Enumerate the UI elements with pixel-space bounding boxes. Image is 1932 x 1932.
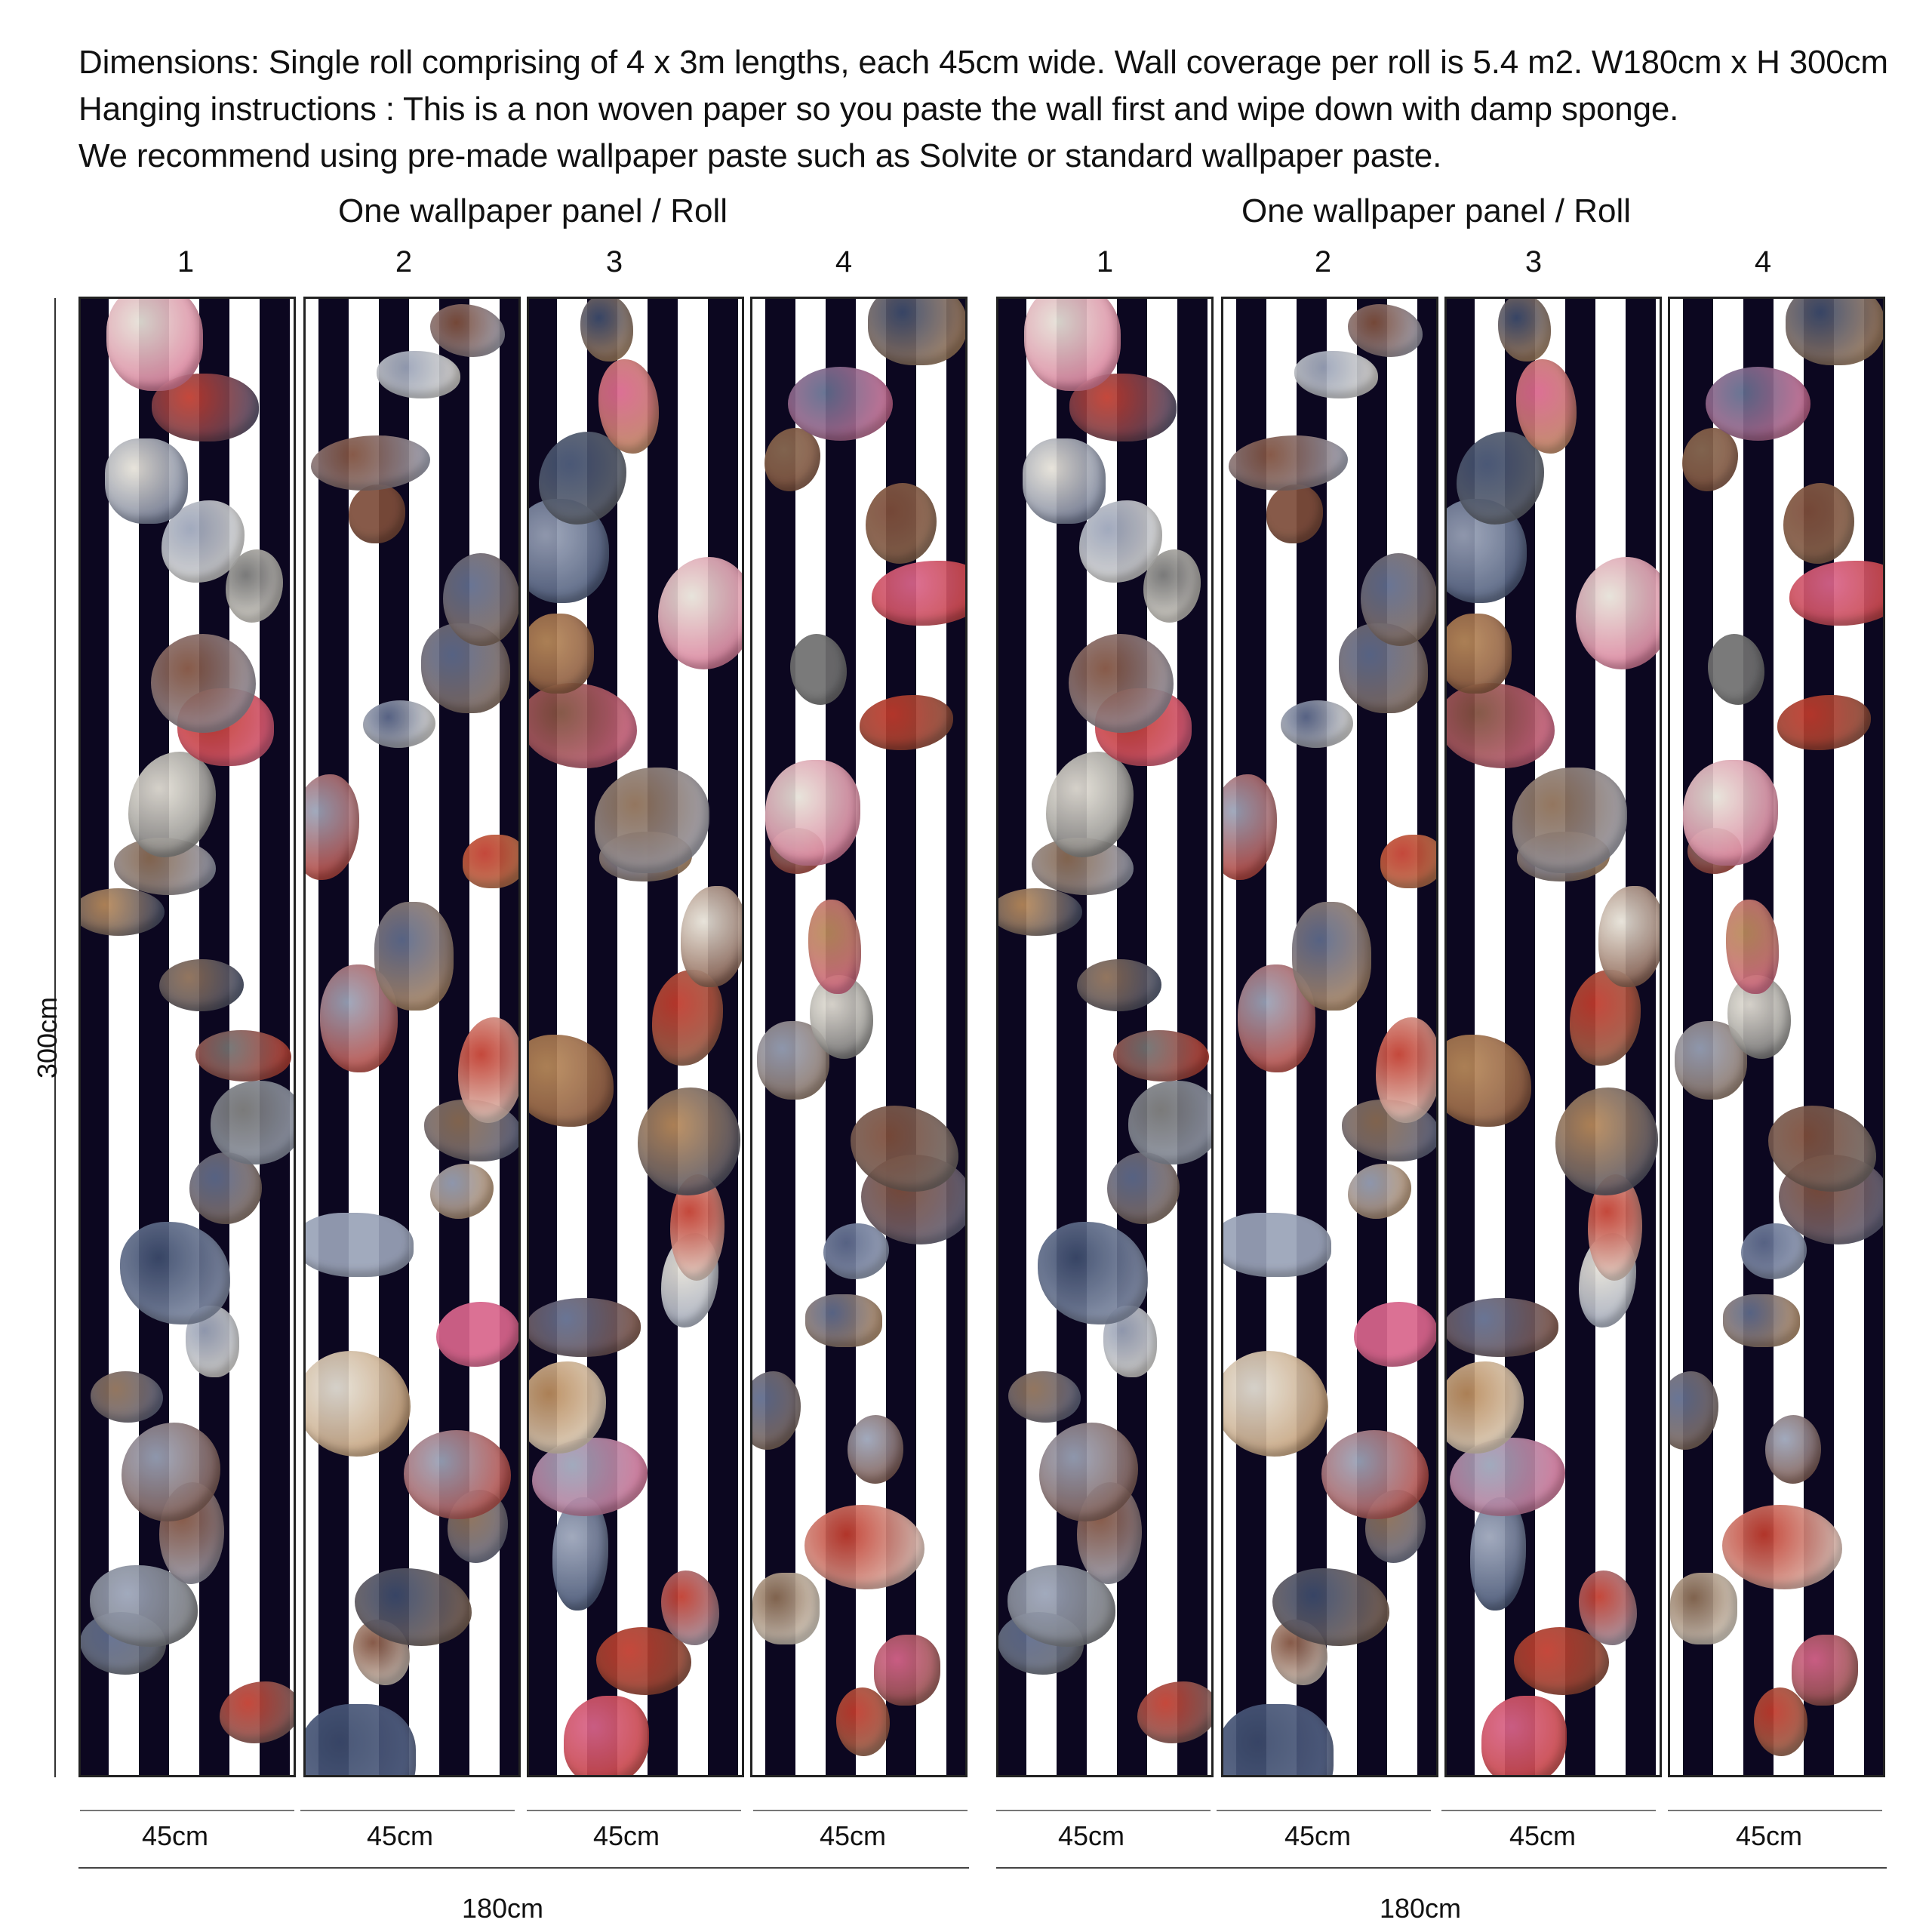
- wallpaper-panel: [750, 297, 968, 1777]
- animal-illustration: [1726, 900, 1779, 994]
- wallpaper-panel: [527, 297, 744, 1777]
- animal-illustration: [303, 1213, 414, 1277]
- panel-width-label: 45cm: [1057, 1820, 1125, 1851]
- panel-width-line: [996, 1810, 1211, 1811]
- animal-illustration: [1683, 760, 1778, 866]
- wallpaper-panel: [996, 297, 1214, 1777]
- animal-illustration: [1221, 1213, 1331, 1277]
- animal-illustration: [804, 1505, 924, 1589]
- animal-illustration: [1708, 634, 1764, 705]
- animal-illustration: [658, 557, 744, 669]
- animal-illustration: [1376, 1017, 1438, 1123]
- animal-illustration: [1783, 483, 1854, 564]
- animal-illustration: [128, 752, 216, 857]
- animal-illustration: [1023, 438, 1106, 524]
- panel-number: 4: [835, 245, 853, 278]
- panel-width-label: 45cm: [819, 1820, 887, 1851]
- animal-illustration: [1481, 1696, 1567, 1777]
- animal-illustration: [463, 835, 521, 888]
- animal-illustration: [1128, 1081, 1214, 1164]
- total-width-line: [996, 1867, 1887, 1869]
- animal-illustration: [527, 614, 594, 694]
- animal-illustration: [1512, 768, 1627, 873]
- panel-number: 4: [1754, 245, 1772, 278]
- animal-illustration: [1754, 1687, 1807, 1756]
- animal-illustration: [1706, 367, 1810, 441]
- animal-illustration: [1670, 1573, 1737, 1644]
- panel-width-label: 45cm: [1284, 1820, 1352, 1851]
- panel-number: 2: [395, 245, 413, 278]
- animal-illustration: [580, 297, 633, 361]
- animal-illustration: [303, 1704, 416, 1777]
- animal-illustration: [1348, 304, 1423, 357]
- panel-width-label: 45cm: [1735, 1820, 1803, 1851]
- animal-illustration: [1354, 1302, 1438, 1367]
- animal-illustration: [106, 297, 203, 391]
- height-label: 300cm: [32, 996, 63, 1079]
- total-width-label: 180cm: [1379, 1893, 1462, 1924]
- animal-illustration: [91, 1371, 163, 1423]
- animal-illustration: [868, 297, 967, 365]
- wallpaper-panel: [1221, 297, 1438, 1777]
- animal-illustration: [195, 1030, 291, 1081]
- paste-recommendation-line: We recommend using pre-made wallpaper paste such as Solvite or standard wallpaper paste.: [78, 137, 1442, 174]
- wallpaper-panel: [303, 297, 521, 1777]
- animal-illustration: [823, 1223, 889, 1279]
- panel-width-label: 45cm: [1509, 1820, 1577, 1851]
- panel-width-line: [1217, 1810, 1431, 1811]
- animal-illustration: [1229, 435, 1348, 491]
- animal-illustration: [1498, 297, 1551, 361]
- animal-illustration: [527, 683, 637, 768]
- panel-number: 3: [1524, 245, 1543, 278]
- panel-width-line: [527, 1810, 741, 1811]
- animal-illustration: [1221, 774, 1277, 880]
- animal-illustration: [220, 1681, 296, 1743]
- animal-illustration: [159, 959, 244, 1011]
- animal-illustration: [1294, 351, 1378, 398]
- animal-illustration: [151, 634, 256, 733]
- animal-illustration: [1777, 695, 1871, 750]
- panel-number: 1: [1096, 245, 1114, 278]
- animal-illustration: [211, 1081, 296, 1164]
- panel-number: 1: [177, 245, 195, 278]
- panel-width-line: [1668, 1810, 1882, 1811]
- animal-illustration: [874, 1635, 940, 1706]
- total-width-line: [78, 1867, 969, 1869]
- animal-illustration: [430, 1164, 494, 1219]
- animal-illustration: [458, 1017, 521, 1123]
- animal-illustration: [527, 1035, 614, 1127]
- panel-width-line: [80, 1810, 294, 1811]
- animal-illustration: [303, 1351, 411, 1457]
- animal-illustration: [790, 634, 847, 705]
- instructions-text: [78, 39, 1905, 180]
- animal-illustration: [374, 902, 454, 1011]
- animal-illustration: [443, 553, 520, 646]
- wallpaper-panel: [78, 297, 296, 1777]
- animal-illustration: [1024, 297, 1121, 391]
- animal-illustration: [1038, 1222, 1148, 1324]
- animal-illustration: [1444, 614, 1512, 694]
- animal-illustration: [848, 1415, 903, 1484]
- animal-illustration: [1221, 1351, 1328, 1457]
- animal-illustration: [363, 700, 435, 748]
- animal-illustration: [1069, 634, 1174, 733]
- panel-width-label: 45cm: [366, 1820, 434, 1851]
- animal-illustration: [752, 1573, 820, 1644]
- animal-illustration: [1266, 485, 1323, 543]
- animal-illustration: [349, 485, 405, 543]
- panel-width-label: 45cm: [592, 1820, 660, 1851]
- panel-width-line: [1441, 1810, 1656, 1811]
- animal-illustration: [1046, 752, 1134, 857]
- panel-width-line: [300, 1810, 515, 1811]
- animal-illustration: [1723, 1294, 1800, 1347]
- animal-illustration: [750, 1371, 801, 1450]
- animal-illustration: [120, 1222, 230, 1324]
- animal-illustration: [1380, 835, 1438, 888]
- hanging-instructions-line: Hanging instructions : This is a non woven paper so you paste the wall first and wipe down with damp sponge.: [78, 91, 1679, 128]
- animal-illustration: [764, 428, 820, 491]
- animal-illustration: [1444, 683, 1555, 768]
- animal-illustration: [430, 304, 505, 357]
- panel-width-line: [753, 1810, 968, 1811]
- animal-illustration: [1113, 1030, 1209, 1081]
- panel-number: 2: [1314, 245, 1332, 278]
- animal-illustration: [788, 367, 893, 441]
- animal-illustration: [404, 1430, 511, 1519]
- animal-illustration: [595, 768, 709, 873]
- animal-illustration: [1682, 428, 1738, 491]
- animal-illustration: [1008, 1371, 1081, 1423]
- animal-illustration: [1789, 561, 1885, 626]
- animal-illustration: [1361, 553, 1438, 646]
- animal-illustration: [1221, 1704, 1334, 1777]
- animal-illustration: [1444, 1035, 1531, 1127]
- animal-illustration: [860, 695, 953, 750]
- animal-illustration: [539, 432, 626, 525]
- animal-illustration: [1598, 886, 1662, 987]
- animal-illustration: [805, 1294, 882, 1347]
- animal-illustration: [1077, 959, 1161, 1011]
- animal-illustration: [1137, 1681, 1214, 1743]
- animal-illustration: [311, 435, 430, 491]
- animal-illustration: [1765, 1415, 1821, 1484]
- animal-illustration: [996, 888, 1082, 936]
- animal-illustration: [872, 561, 968, 626]
- animal-illustration: [836, 1687, 890, 1756]
- animal-illustration: [1321, 1430, 1429, 1519]
- animal-illustration: [681, 886, 744, 987]
- animal-illustration: [78, 888, 165, 936]
- animal-illustration: [564, 1696, 649, 1777]
- panel-width-label: 45cm: [141, 1820, 209, 1851]
- animal-illustration: [1741, 1223, 1807, 1279]
- animal-illustration: [1281, 700, 1353, 748]
- animal-illustration: [1668, 1371, 1718, 1450]
- animal-illustration: [527, 1298, 641, 1357]
- group-1-title: One wallpaper panel / Roll: [337, 192, 728, 229]
- panel-number: 3: [605, 245, 623, 278]
- animal-illustration: [808, 900, 861, 994]
- animal-illustration: [1292, 902, 1371, 1011]
- wallpaper-panel: [1668, 297, 1885, 1777]
- dimensions-line: Dimensions: Single roll comprising of 4 x 3m lengths, each 45cm wide. Wall coverage per roll is 5.4 m2. W180cm x H 300cm: [78, 44, 1888, 81]
- animal-illustration: [1555, 1088, 1658, 1195]
- animal-illustration: [1444, 1298, 1558, 1357]
- wallpaper-panel: [1444, 297, 1662, 1777]
- animal-illustration: [866, 483, 937, 564]
- animal-illustration: [377, 351, 460, 398]
- total-width-label: 180cm: [461, 1893, 544, 1924]
- animal-illustration: [638, 1088, 740, 1195]
- animal-illustration: [436, 1302, 520, 1367]
- animal-illustration: [1722, 1505, 1842, 1589]
- animal-illustration: [765, 760, 860, 866]
- animal-illustration: [1576, 557, 1662, 669]
- animal-illustration: [105, 438, 188, 524]
- animal-illustration: [1786, 297, 1884, 365]
- animal-illustration: [303, 774, 359, 880]
- animal-illustration: [1457, 432, 1544, 525]
- group-2-title: One wallpaper panel / Roll: [1241, 192, 1632, 229]
- animal-illustration: [1348, 1164, 1411, 1219]
- animal-illustration: [1792, 1635, 1858, 1706]
